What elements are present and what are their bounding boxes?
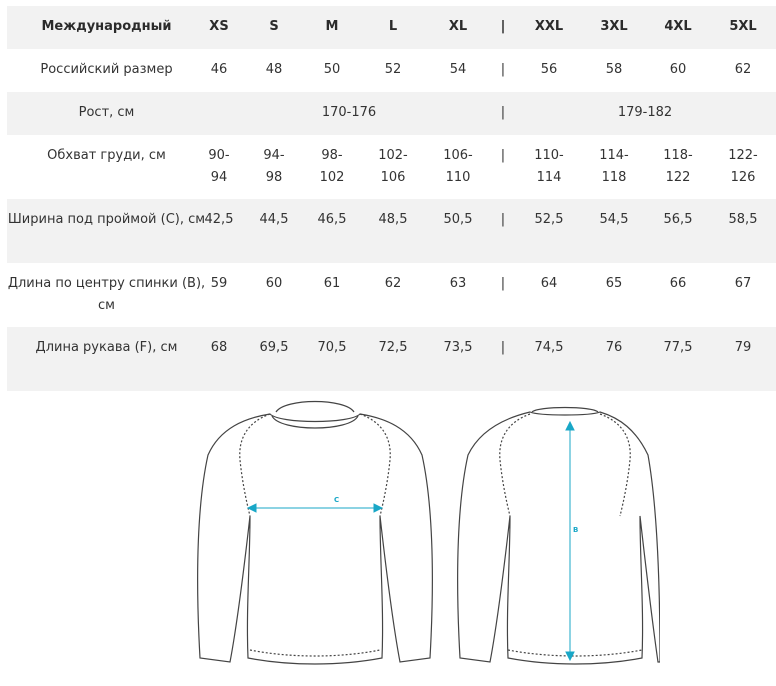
table-cell-span: 179-182 bbox=[617, 105, 673, 120]
column-separator: | bbox=[500, 276, 506, 291]
table-cell: 67 bbox=[734, 276, 752, 291]
header-size-xxl: XXL bbox=[534, 19, 564, 34]
table-cell: 56,5 bbox=[663, 212, 693, 227]
column-separator: | bbox=[500, 340, 506, 355]
table-row bbox=[7, 263, 776, 327]
table-cell: 46 bbox=[210, 62, 228, 77]
table-cell: 106- 110 bbox=[443, 148, 473, 185]
back-shirt-icon bbox=[458, 408, 660, 665]
front-shirt-icon bbox=[198, 402, 433, 665]
table-cell: 72,5 bbox=[378, 340, 408, 355]
column-separator: | bbox=[500, 62, 506, 77]
table-cell: 64 bbox=[540, 276, 558, 291]
table-row bbox=[7, 92, 776, 135]
table-header-row bbox=[7, 6, 776, 49]
table-row bbox=[7, 199, 776, 263]
shirt-outline-drawing bbox=[190, 400, 660, 670]
table-cell: 48,5 bbox=[378, 212, 408, 227]
table-cell: 76 bbox=[605, 340, 623, 355]
arrow-right-icon bbox=[374, 504, 382, 512]
measurement-b-label: B bbox=[573, 526, 579, 534]
header-size-5xl: 5XL bbox=[729, 19, 757, 34]
table-cell: 60 bbox=[669, 62, 687, 77]
table-cell: 65 bbox=[605, 276, 623, 291]
table-cell: 60 bbox=[265, 276, 283, 291]
table-cell: 62 bbox=[384, 276, 402, 291]
table-cell: 44,5 bbox=[259, 212, 289, 227]
table-cell: 52,5 bbox=[534, 212, 564, 227]
table-cell: 46,5 bbox=[317, 212, 347, 227]
table-cell: 58 bbox=[605, 62, 623, 77]
table-cell: 58,5 bbox=[728, 212, 758, 227]
header-size-s: S bbox=[269, 19, 279, 34]
table-cell: 110- 114 bbox=[534, 148, 564, 185]
table-cell: 42,5 bbox=[204, 212, 234, 227]
row-label: Обхват груди, см bbox=[47, 148, 166, 163]
table-cell: 63 bbox=[449, 276, 467, 291]
table-cell: 54,5 bbox=[599, 212, 629, 227]
table-cell: 52 bbox=[384, 62, 402, 77]
table-row bbox=[7, 135, 776, 199]
table-cell-span: 170-176 bbox=[321, 105, 377, 120]
table-cell: 114- 118 bbox=[599, 148, 629, 185]
table-row bbox=[7, 49, 776, 92]
garment-measurement-diagram bbox=[190, 400, 660, 670]
table-cell: 77,5 bbox=[663, 340, 693, 355]
header-size-4xl: 4XL bbox=[664, 19, 692, 34]
table-cell: 62 bbox=[734, 62, 752, 77]
header-size-xs: XS bbox=[209, 19, 229, 34]
row-label: Длина рукава (F), см bbox=[35, 340, 178, 355]
table-cell: 59 bbox=[210, 276, 228, 291]
table-cell: 48 bbox=[265, 62, 283, 77]
table-row bbox=[7, 327, 776, 391]
row-label: Ширина под проймой (С), см bbox=[7, 212, 206, 227]
table-cell: 61 bbox=[323, 276, 341, 291]
table-cell: 69,5 bbox=[259, 340, 289, 355]
table-cell: 122- 126 bbox=[728, 148, 758, 185]
table-cell: 118- 122 bbox=[663, 148, 693, 185]
row-label: Длина по центру спинки (В), см bbox=[7, 276, 206, 313]
row-label: Российский размер bbox=[40, 62, 173, 77]
table-cell: 98- 102 bbox=[319, 148, 345, 185]
table-cell: 73,5 bbox=[443, 340, 473, 355]
column-separator: | bbox=[500, 212, 506, 227]
header-size-m: M bbox=[325, 19, 339, 34]
table-cell: 102- 106 bbox=[378, 148, 408, 185]
arrow-up-icon bbox=[566, 422, 574, 430]
table-cell: 94- 98 bbox=[263, 148, 285, 185]
table-cell: 68 bbox=[210, 340, 228, 355]
table-cell: 66 bbox=[669, 276, 687, 291]
table-cell: 74,5 bbox=[534, 340, 564, 355]
measurement-lines bbox=[248, 422, 574, 660]
column-separator: | bbox=[500, 105, 506, 120]
header-size-l: L bbox=[388, 19, 398, 34]
table-cell: 90- 94 bbox=[208, 148, 230, 185]
column-separator: | bbox=[500, 148, 506, 163]
size-table bbox=[7, 6, 776, 391]
table-cell: 79 bbox=[734, 340, 752, 355]
table-cell: 50 bbox=[323, 62, 341, 77]
header-separator: | bbox=[500, 19, 506, 34]
table-cell: 50,5 bbox=[443, 212, 473, 227]
table-cell: 56 bbox=[540, 62, 558, 77]
header-label: Международный bbox=[41, 19, 172, 34]
header-size-3xl: 3XL bbox=[600, 19, 628, 34]
header-size-xl: XL bbox=[448, 19, 468, 34]
table-cell: 54 bbox=[449, 62, 467, 77]
row-label: Рост, см bbox=[78, 105, 135, 120]
arrow-left-icon bbox=[248, 504, 256, 512]
table-cell: 70,5 bbox=[317, 340, 347, 355]
measurement-c-label: C bbox=[334, 496, 340, 504]
